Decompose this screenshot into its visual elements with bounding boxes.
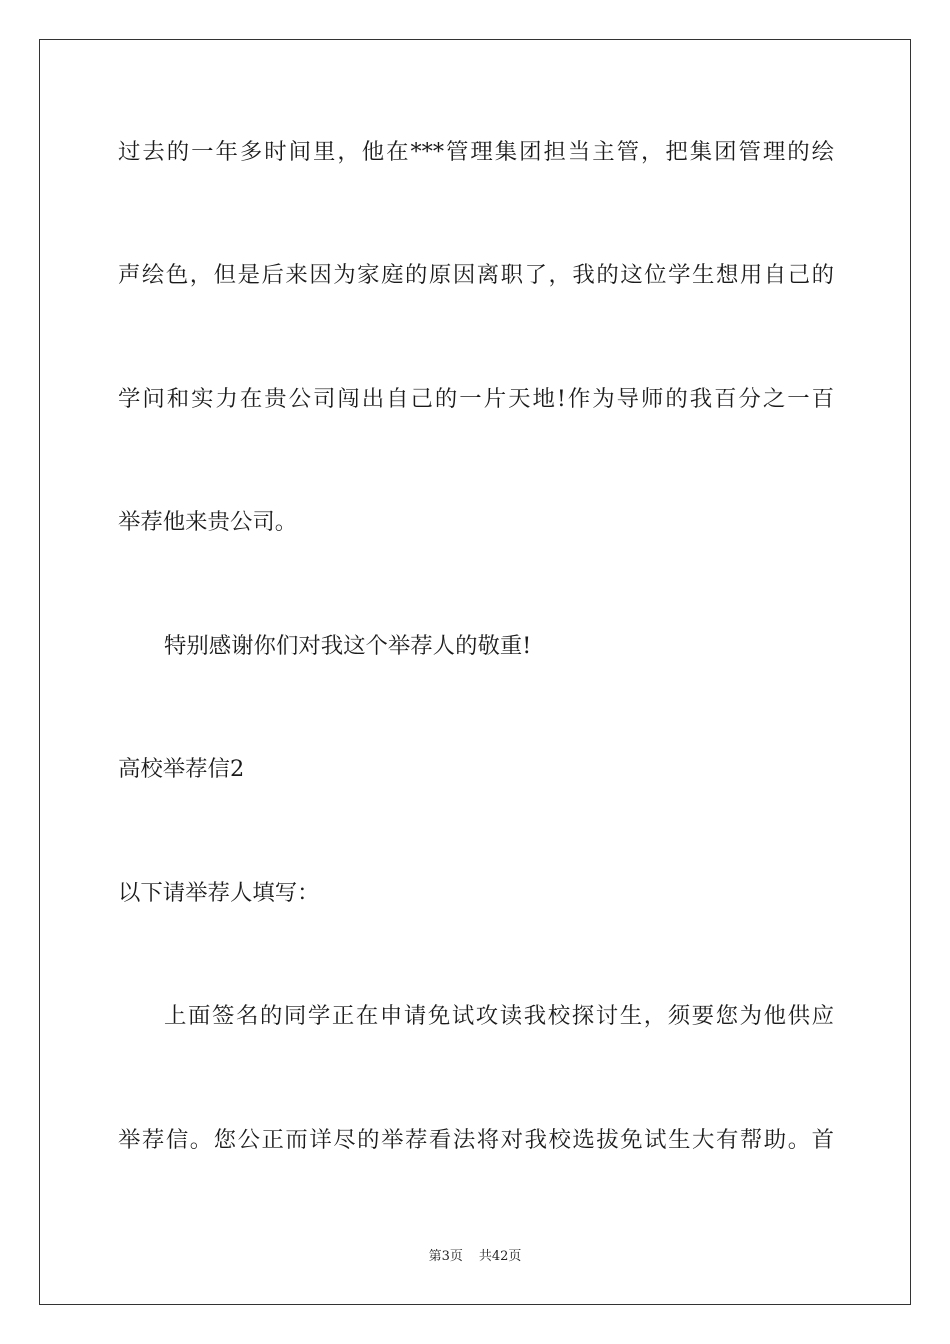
page-number: 第3页: [428, 1249, 463, 1264]
section-heading: 高校举荐信2: [118, 756, 245, 782]
page-total: 共42页: [478, 1249, 522, 1264]
body-line-1: 过去的一年多时间里，他在***管理集团担当主管，把集团管理的绘: [118, 139, 834, 165]
page-border: [39, 39, 911, 1305]
body-line-3: 学问和实力在贵公司闯出自己的一片天地!作为导师的我百分之一百: [118, 386, 834, 412]
body-line-4: 举荐他来贵公司。: [118, 509, 298, 535]
body-line-8: 上面签名的同学正在申请免试攻读我校探讨生，须要您为他供应: [164, 1003, 834, 1029]
body-line-2: 声绘色，但是后来因为家庭的原因离职了，我的这位学生想用自己的: [118, 262, 834, 288]
instruction-line: 以下请举荐人填写：: [118, 880, 320, 906]
page-footer: [0, 1245, 950, 1264]
closing-thanks-line: 特别感谢你们对我这个举荐人的敬重!: [164, 633, 532, 659]
body-line-9: 举荐信。您公正而详尽的举荐看法将对我校选拔免试生大有帮助。首: [118, 1127, 834, 1153]
